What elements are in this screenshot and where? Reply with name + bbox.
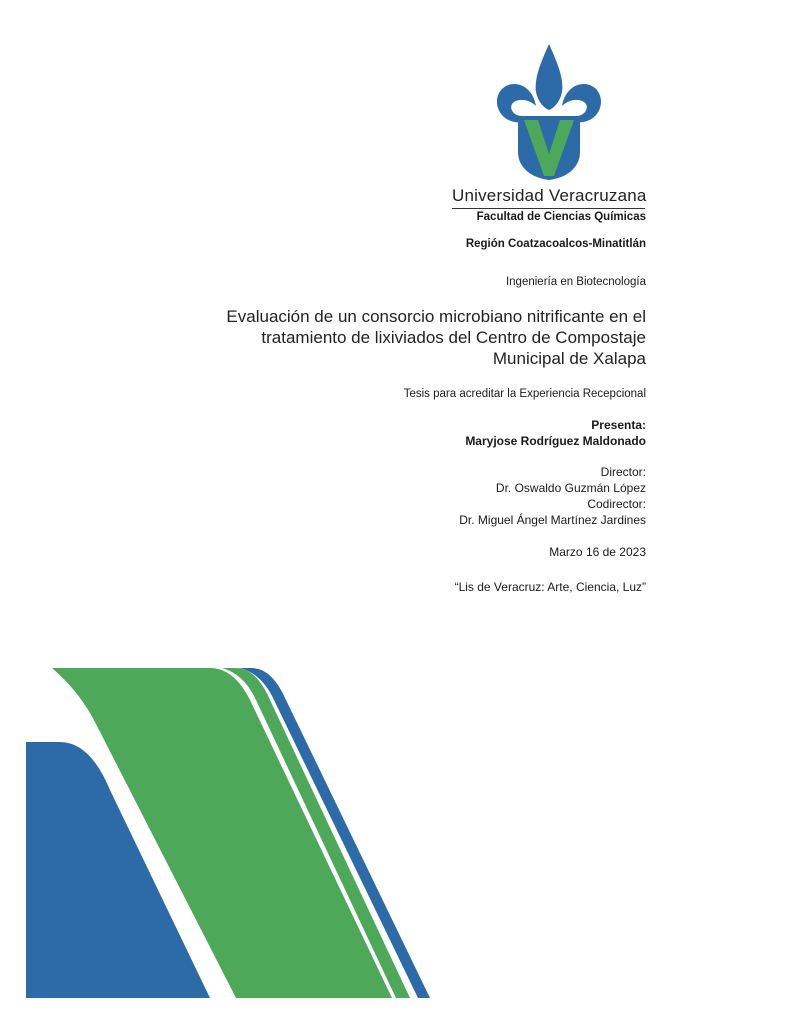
thesis-title-line: Municipal de Xalapa — [492, 349, 646, 368]
decorative-wave-stripes — [0, 640, 791, 1024]
region-name: Región Coatzacoalcos-Minatitlán — [465, 238, 646, 250]
thesis-title-line: Evaluación de un consorcio microbiano nitrificante en el — [226, 307, 646, 326]
university-motto: “Lis de Veracruz: Arte, Ciencia, Luz” — [454, 580, 646, 594]
university-name-underline — [452, 208, 645, 209]
thesis-purpose: Tesis para acreditar la Experiencia Recepcional — [403, 388, 646, 400]
program-name: Ingeniería en Biotecnología — [505, 276, 646, 288]
author-label: Presenta: — [591, 418, 646, 432]
thesis-title — [226, 306, 646, 369]
director-name: Dr. Oswaldo Guzmán López — [495, 481, 646, 495]
codirector-label: Codirector: — [587, 497, 646, 511]
uv-flor-de-lis-logo — [490, 40, 608, 182]
director-label: Director: — [600, 465, 646, 479]
defense-date: Marzo 16 de 2023 — [549, 545, 646, 559]
codirector-name: Dr. Miguel Ángel Martínez Jardines — [459, 513, 646, 527]
faculty-name: Facultad de Ciencias Químicas — [476, 211, 646, 223]
thesis-title-line: tratamiento de lixiviados del Centro de Compostaje — [261, 328, 646, 347]
author-name: Maryjose Rodríguez Maldonado — [465, 434, 646, 448]
university-name: Universidad Veracruzana — [452, 186, 647, 205]
